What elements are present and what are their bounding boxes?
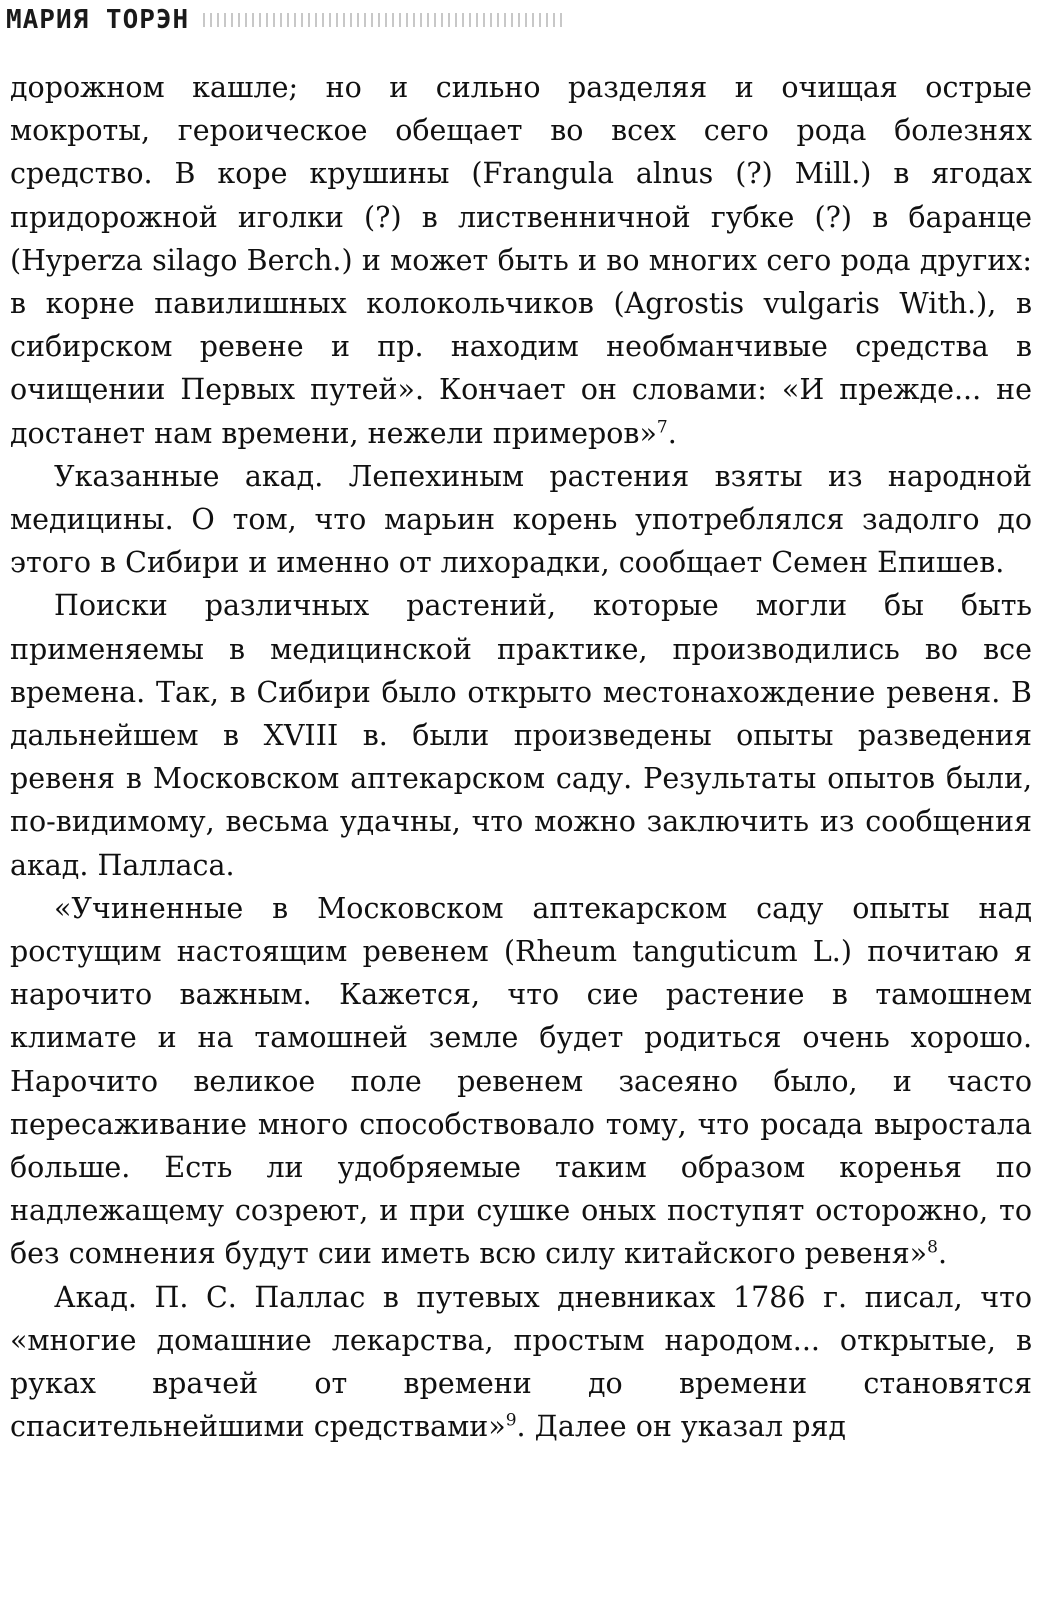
scan-smudge (203, 13, 563, 27)
paragraph-tail: . Далее он указал ряд (516, 1410, 846, 1444)
paragraph-text: «Учиненные в Московском аптекарском саду опыты над ростущим настоящим ревенем (Rheum tanguticum L.) почитаю я нарочито важным. Кажется, что сие растение в тамошнем климате и на тамошней земле будет родиться очень хорошо. Нарочито великое поле ревенем засеяно было, и часто пересаживание много способствовало тому, что росада выростала больше. Есть ли удобряемые таким образом коренья по надлежащему созреют, и при сушке оных поступят осторожно, то без сомнения будут сии иметь всю силу китайского ревеня» (10, 891, 1032, 1271)
paragraph-text: Поиски различных растений, которые могли бы быть применяемы в медицинской практике, производились во все времена. Так, в Сибири было открыто местонахождение ревеня. В дальнейшем в XVIII в. были произведены опыты разведения ревеня в Московском аптекарском саду. Результаты опытов были, по-видимому, весьма удачны, что можно заключить из сообщения акад. Палласа. (10, 589, 1032, 882)
running-head-author: МАРИЯ ТОРЭН (6, 5, 190, 35)
running-head (6, 2, 563, 38)
paragraph-text: Акад. П. С. Паллас в путевых дневниках 1786 г. писал, что «многие домашние лекарства, простым народом... открытые, в руках врачей от времени до времени становятся спасительнейшими средствами» (10, 1280, 1032, 1444)
paragraph-text: Указанные акад. Лепехиным растения взяты из народной медицины. О том, что марьин корень употреблялся задолго до этого в Сибири и именно от лихорадки, сообщает Семен Епишев. (10, 459, 1032, 580)
footnote-marker: 9 (505, 1410, 517, 1431)
paragraph-tail: . (667, 416, 677, 450)
paragraph-quote (10, 887, 1032, 1276)
footnote-marker: 8 (927, 1237, 938, 1258)
footnote-marker: 7 (656, 417, 668, 438)
paragraph-text: дорожном кашле; но и сильно разделяя и очищая острые мокроты, героическое обещает во всех сего рода болезнях средство. В коре крушины (Frangula alnus (?) Mill.) в ягодах придорожной иголки (?) в лиственничной губке (?) в баранце (Hyperza silago Berch.) и может быть и во многих сего рода других: в корне павилишных колокольчиков (Agrostis vulgaris With.), в сибирском ревене и пр. находим необманчивые средства в очищении Первых путей». Кончает он словами: «И прежде... не достанет нам времени, нежели примеров» (10, 71, 1032, 450)
paragraph-tail: . (937, 1237, 947, 1271)
paragraph (10, 584, 1032, 886)
body-text (10, 66, 1032, 1449)
paragraph (10, 455, 1032, 585)
paragraph (10, 1276, 1032, 1449)
paragraph-continuation (10, 66, 1032, 455)
